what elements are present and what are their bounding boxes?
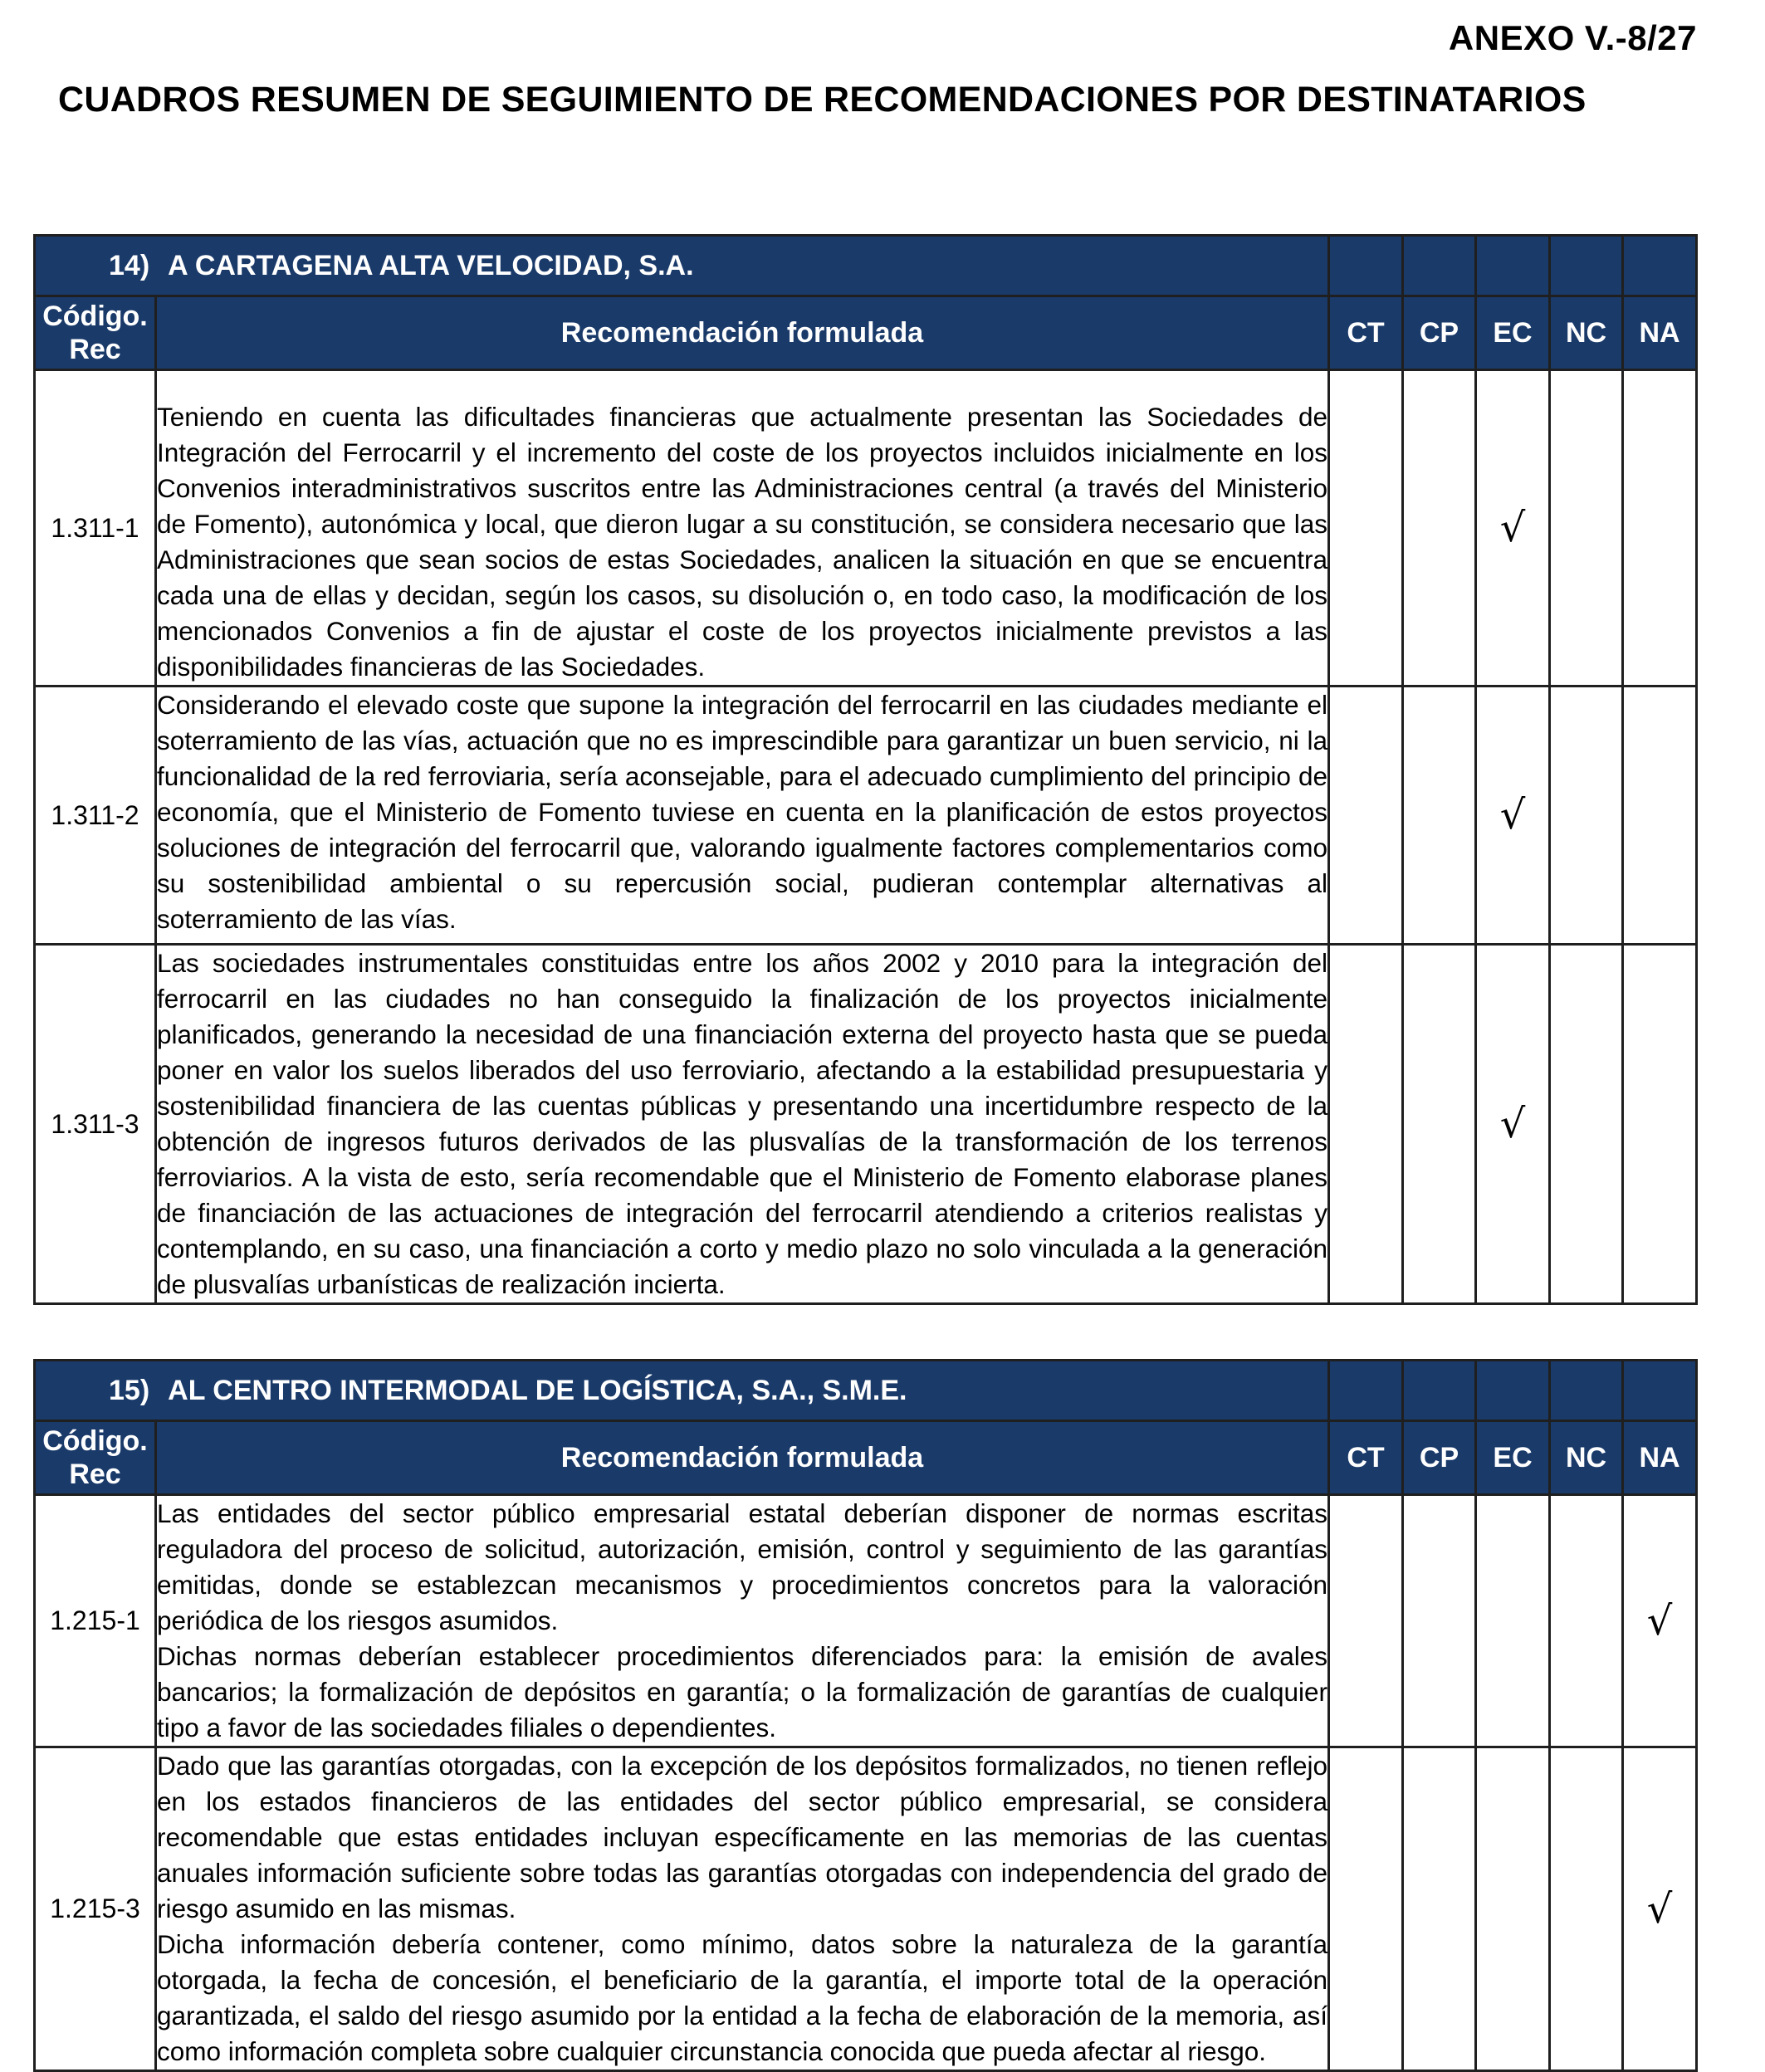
- section-header-blank-cell: [1403, 1361, 1476, 1421]
- column-header-na: NA: [1623, 1421, 1697, 1495]
- section-title: [35, 1361, 1329, 1421]
- status-cell-na: [1623, 1495, 1697, 1747]
- recommendation-paragraph: Dichas normas deberían establecer procedimientos diferenciados para: la emisión de avales bancarios; la formalización de depósitos en garantía; o la formalización de garantías de cualquier tipo a favor de las sociedades filiales o dependientes.: [157, 1641, 1328, 1742]
- section-name: A CARTAGENA ALTA VELOCIDAD, S.A.: [168, 249, 694, 281]
- status-cell-na: [1623, 687, 1697, 945]
- status-cell-ec: [1476, 1495, 1550, 1747]
- section-name: AL CENTRO INTERMODAL DE LOGÍSTICA, S.A., S.M.E.: [168, 1374, 907, 1406]
- status-cell-na: [1623, 1747, 1697, 2071]
- status-cell-nc: [1550, 687, 1623, 945]
- check-mark-icon: √: [1499, 792, 1526, 838]
- section-title: [35, 236, 1329, 296]
- column-header-ec: EC: [1476, 296, 1550, 370]
- section-number: 14): [109, 249, 150, 281]
- table-row: [35, 687, 1697, 945]
- recommendations-table-section-14: [33, 234, 1698, 1305]
- recommendation-code: 1.311-2: [35, 687, 156, 945]
- recommendation-paragraph: Las sociedades instrumentales constituidas entre los años 2002 y 2010 para la integración del ferrocarril en las ciudades no han conseguido la finalización de los proyectos inicialmente planificados, generando la necesidad de una financiación externa del proyecto hasta que se pueda poner en valor los suelos liberados del uso ferroviario, afectando a la estabilidad presupuestaria y sostenibilidad financiera de las cuentas públicas y presentando una incertidumbre respecto de la obtención de ingresos futuros derivados de las plusvalías de la transformación de los terrenos ferroviarios. A la vista de esto, sería recomendable que el Ministerio de Fomento elaborase planes de financiación de las actuaciones de integración del ferrocarril atendiendo a criterios realistas y contemplando, en su caso, una financiación a corto y medio plazo no solo vinculada a la generación de plusvalías urbanísticas de realización incierta.: [157, 948, 1327, 1299]
- table-row: [35, 370, 1697, 687]
- status-cell-ct: [1329, 1747, 1403, 2071]
- column-header-ct: CT: [1329, 1421, 1403, 1495]
- column-header-ec: EC: [1476, 1421, 1550, 1495]
- section-header-blank-cell: [1550, 1361, 1623, 1421]
- recommendations-table-section-15: [33, 1359, 1698, 2072]
- section-number: 15): [109, 1374, 150, 1406]
- recommendation-text: [156, 687, 1329, 945]
- status-cell-ct: [1329, 1495, 1403, 1747]
- section-header-blank-cell: [1329, 1361, 1403, 1421]
- annex-label: ANEXO V.-8/27: [1448, 18, 1697, 57]
- status-cell-na: [1623, 370, 1697, 687]
- recommendation-text: [156, 370, 1329, 687]
- table-row: [35, 945, 1697, 1304]
- status-cell-cp: [1403, 1747, 1476, 2071]
- status-cell-cp: [1403, 687, 1476, 945]
- section-header-blank-cell: [1623, 236, 1697, 296]
- recommendation-code: 1.215-3: [35, 1747, 156, 2071]
- column-header-row: [35, 296, 1697, 370]
- table-row: [35, 1747, 1697, 2071]
- column-header-ct: CT: [1329, 296, 1403, 370]
- section-header-blank-cell: [1476, 236, 1550, 296]
- status-cell-na: [1623, 945, 1697, 1304]
- status-cell-cp: [1403, 370, 1476, 687]
- column-header-nc: NC: [1550, 1421, 1623, 1495]
- status-cell-cp: [1403, 945, 1476, 1304]
- section-header-row: [35, 236, 1697, 296]
- check-mark-icon: √: [1646, 1597, 1673, 1644]
- status-cell-ct: [1329, 687, 1403, 945]
- recommendation-text: [156, 945, 1329, 1304]
- page-title: CUADROS RESUMEN DE SEGUIMIENTO DE RECOMENDACIONES POR DESTINATARIOS: [58, 80, 1587, 120]
- recommendation-code: 1.311-1: [35, 370, 156, 687]
- table-row: [35, 1495, 1697, 1747]
- section-header-blank-cell: [1623, 1361, 1697, 1421]
- recommendation-text: [156, 1747, 1329, 2071]
- column-header-code: Código. Rec: [35, 296, 156, 370]
- recommendation-paragraph: Dicha información debería contener, como mínimo, datos sobre la naturaleza de la garantía otorgada, la fecha de concesión, el beneficiario de la garantía, el importe total de la operación garantizada, el saldo del riesgo asumido por la entidad a la fecha de elaboración de la memoria, así como información completa sobre cualquier circunstancia conocida que pueda afectar al riesgo.: [157, 1929, 1328, 2066]
- status-cell-nc: [1550, 1495, 1623, 1747]
- status-cell-nc: [1550, 1747, 1623, 2071]
- status-cell-nc: [1550, 945, 1623, 1304]
- status-cell-ct: [1329, 945, 1403, 1304]
- column-header-na: NA: [1623, 296, 1697, 370]
- check-mark-icon: √: [1499, 1101, 1526, 1147]
- section-header-blank-cell: [1403, 236, 1476, 296]
- column-header-recommendation: Recomendación formulada: [156, 1421, 1329, 1495]
- column-header-cp: CP: [1403, 1421, 1476, 1495]
- column-header-row: [35, 1421, 1697, 1495]
- recommendation-code: 1.311-3: [35, 945, 156, 1304]
- column-header-nc: NC: [1550, 296, 1623, 370]
- recommendation-code: 1.215-1: [35, 1495, 156, 1747]
- section-header-blank-cell: [1550, 236, 1623, 296]
- status-cell-cp: [1403, 1495, 1476, 1747]
- status-cell-ct: [1329, 370, 1403, 687]
- section-header-row: [35, 1361, 1697, 1421]
- column-header-recommendation: Recomendación formulada: [156, 296, 1329, 370]
- status-cell-ec: [1476, 687, 1550, 945]
- recommendation-paragraph: Dado que las garantías otorgadas, con la excepción de los depósitos formalizados, no tienen reflejo en los estados financieros de las entidades del sector público empresarial, se considera recomendable que estas entidades incluyan específicamente en las memorias de las cuentas anuales información suficiente sobre todas las garantías otorgadas con independencia del grado de riesgo asumido en las mismas.: [157, 1751, 1328, 1923]
- check-mark-icon: √: [1646, 1885, 1673, 1933]
- status-cell-nc: [1550, 370, 1623, 687]
- status-cell-ec: [1476, 370, 1550, 687]
- column-header-code: Código. Rec: [35, 1421, 156, 1495]
- section-header-blank-cell: [1329, 236, 1403, 296]
- status-cell-ec: [1476, 945, 1550, 1304]
- section-header-blank-cell: [1476, 1361, 1550, 1421]
- recommendation-paragraph: Considerando el elevado coste que supone la integración del ferrocarril en las ciudades mediante el soterramiento de las vías, actuación que no es imprescindible para garantizar un buen servicio, ni la funcionalidad de la red ferroviaria, sería aconsejable, para el adecuado cumplimiento del principio de economía, que el Ministerio de Fomento tuviese en cuenta en la planificación de estos proyectos soluciones de integración del ferrocarril que, valorando igualmente factores complementarios como su sostenibilidad ambiental o su repercusión social, pudieran contemplar alternativas al soterramiento de las vías.: [157, 690, 1327, 934]
- recommendation-paragraph: Las entidades del sector público empresarial estatal deberían disponer de normas escritas reguladora del proceso de solicitud, autorización, emisión, control y seguimiento de las garantías emitidas, donde se establezcan mecanismos y procedimientos concretos para la valoración periódica de los riesgos asumidos.: [157, 1498, 1328, 1635]
- check-mark-icon: √: [1499, 505, 1526, 551]
- recommendation-paragraph: Teniendo en cuenta las dificultades financieras que actualmente presentan las Sociedades de Integración del Ferrocarril y el incremento del coste de los proyectos incluidos inicialmente en los Convenios interadministrativos suscritos entre las Administraciones central (a través del Ministerio de Fomento), autonómica y local, que dieron lugar a su constitución, se considera necesario que las Administraciones que sean socios de estas Sociedades, analicen la situación en que se encuentra cada una de ellas y decidan, según los casos, su disolución o, en todo caso, la modificación de los mencionados Convenios a fin de ajustar el coste de los proyectos inicialmente previstos a las disponibilidades financieras de las Sociedades.: [157, 402, 1327, 682]
- recommendation-text: [156, 1495, 1329, 1747]
- status-cell-ec: [1476, 1747, 1550, 2071]
- column-header-cp: CP: [1403, 296, 1476, 370]
